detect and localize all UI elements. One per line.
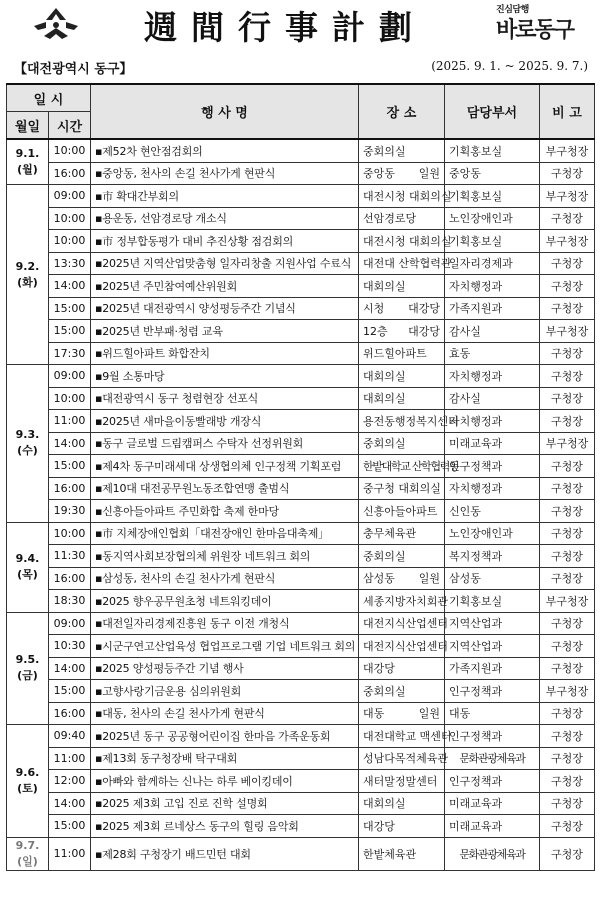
event-cell: ▪제10대 대전공무원노동조합연맹 출범식 (91, 477, 359, 500)
dept-cell: 문화관광체육과 (445, 747, 540, 770)
header-place: 장 소 (359, 84, 445, 139)
note-cell: 구청장 (540, 815, 595, 838)
place-cell: 중회의실 (359, 139, 445, 162)
place-cell: 중구청 대회의실 (359, 477, 445, 500)
dept-cell: 자치행정과 (445, 365, 540, 388)
table-row (7, 635, 595, 658)
table-row (7, 252, 595, 275)
table-row (7, 342, 595, 365)
note-cell: 구청장 (540, 365, 595, 388)
note-cell: 부구청장 (540, 139, 595, 162)
brand-slogan: 진심담행 (496, 5, 529, 15)
place-cell: 대회의실 (359, 387, 445, 410)
table-row (7, 275, 595, 298)
event-cell: ▪2025 향우공무원초청 네트워킹데이 (91, 590, 359, 613)
date-cell (7, 139, 49, 185)
event-cell: ▪위드힐아파트 화합잔치 (91, 342, 359, 365)
place-cell: 충무체육관 (359, 522, 445, 545)
note-cell: 구청장 (540, 567, 595, 590)
event-cell: ▪市 확대간부회의 (91, 185, 359, 208)
time-cell: 09:00 (49, 365, 91, 388)
dept-cell: 가족지원과 (445, 657, 540, 680)
header (0, 0, 600, 50)
note-cell: 부구청장 (540, 230, 595, 253)
time-cell: 16:00 (49, 567, 91, 590)
note-cell: 부구청장 (540, 680, 595, 703)
place-cell: 12층 대강당 (359, 320, 445, 343)
table-row (7, 139, 595, 162)
weekday-value: (일) (17, 854, 38, 868)
event-cell: ▪대전일자리경제진흥원 동구 이전 개청식 (91, 612, 359, 635)
dept-cell: 인구정책과 (445, 680, 540, 703)
time-cell: 15:00 (49, 680, 91, 703)
period-label: (2025. 9. 1. ~ 2025. 9. 7.) (431, 59, 588, 73)
region-label: 【대전광역시 동구】 (14, 62, 133, 77)
schedule-table (6, 83, 595, 871)
note-cell: 구청장 (540, 387, 595, 410)
table-row (7, 522, 595, 545)
place-cell: 한밭대학교 산학협력동 (359, 455, 445, 478)
header-event: 행 사 명 (91, 84, 359, 139)
table-row (7, 590, 595, 613)
time-cell: 14:00 (49, 792, 91, 815)
time-cell: 14:00 (49, 657, 91, 680)
time-cell: 16:00 (49, 702, 91, 725)
time-cell: 15:00 (49, 320, 91, 343)
table-row (7, 162, 595, 185)
date-value: 9.6. (15, 765, 40, 779)
brand-logo (486, 2, 586, 46)
place-cell: 신흥아들아파트 (359, 500, 445, 523)
note-cell: 구청장 (540, 545, 595, 568)
note-cell: 구청장 (540, 455, 595, 478)
dept-cell: 복지정책과 (445, 545, 540, 568)
note-cell: 구청장 (540, 342, 595, 365)
weekday-value: (화) (17, 275, 38, 289)
dept-cell: 자치행정과 (445, 275, 540, 298)
time-cell: 16:00 (49, 477, 91, 500)
note-cell: 부구청장 (540, 185, 595, 208)
dept-cell: 일자리경제과 (445, 252, 540, 275)
time-cell: 19:30 (49, 500, 91, 523)
note-cell: 부구청장 (540, 432, 595, 455)
time-cell: 11:00 (49, 747, 91, 770)
time-cell: 17:30 (49, 342, 91, 365)
place-cell: 대강당 (359, 815, 445, 838)
dept-cell: 지역산업과 (445, 635, 540, 658)
dept-cell: 감사실 (445, 387, 540, 410)
dept-cell: 인구정책과 (445, 455, 540, 478)
date-value: 9.4. (15, 552, 40, 565)
note-cell: 구청장 (540, 612, 595, 635)
place-cell: 삼성동 일원 (359, 567, 445, 590)
note-cell: 구청장 (540, 252, 595, 275)
time-cell: 09:40 (49, 725, 91, 748)
date-cell (7, 725, 49, 838)
place-cell: 시청 대강당 (359, 297, 445, 320)
dept-cell: 인구정책과 (445, 725, 540, 748)
table-row (7, 432, 595, 455)
place-cell: 용전동행정복지센터 (359, 410, 445, 433)
note-cell: 구청장 (540, 522, 595, 545)
time-cell: 15:00 (49, 815, 91, 838)
date-cell (7, 185, 49, 365)
table-row (7, 207, 595, 230)
note-cell: 구청장 (540, 770, 595, 793)
place-cell: 대강당 (359, 657, 445, 680)
table-row (7, 725, 595, 748)
dong-gu-emblem-icon (30, 6, 82, 42)
header-dept: 담당부서 (445, 84, 540, 139)
note-cell: 부구청장 (540, 320, 595, 343)
place-cell: 중회의실 (359, 545, 445, 568)
place-cell: 대전대학교 맥센터 (359, 725, 445, 748)
note-cell: 구청장 (540, 657, 595, 680)
table-row (7, 815, 595, 838)
dept-cell: 미래교육과 (445, 432, 540, 455)
place-cell: 새터말정말센터 (359, 770, 445, 793)
event-cell: ▪용운동, 선암경로당 개소식 (91, 207, 359, 230)
time-cell: 14:00 (49, 275, 91, 298)
place-cell: 중앙동 일원 (359, 162, 445, 185)
event-cell: ▪아빠와 함께하는 신나는 하루 베이킹데이 (91, 770, 359, 793)
dept-cell: 자치행정과 (445, 410, 540, 433)
time-cell: 11:30 (49, 545, 91, 568)
place-cell: 대회의실 (359, 792, 445, 815)
event-cell: ▪고향사랑기금운용 심의위원회 (91, 680, 359, 703)
event-cell: ▪2025년 지역산업맞춤형 일자리창출 지원사업 수료식 (91, 252, 359, 275)
event-cell: ▪대전광역시 동구 청렴현장 선포식 (91, 387, 359, 410)
dept-cell: 효동 (445, 342, 540, 365)
event-cell: ▪삼성동, 천사의 손길 천사가게 현판식 (91, 567, 359, 590)
dept-cell: 대동 (445, 702, 540, 725)
table-row (7, 500, 595, 523)
date-cell (7, 612, 49, 725)
event-cell: ▪2025 양성평등주간 기념 행사 (91, 657, 359, 680)
dept-cell: 신인동 (445, 500, 540, 523)
event-cell: ▪2025년 동구 공공형어린이집 한마음 가족운동회 (91, 725, 359, 748)
place-cell: 대회의실 (359, 365, 445, 388)
dept-cell: 자치행정과 (445, 477, 540, 500)
event-cell: ▪2025 제3회 고입 진로 진학 설명회 (91, 792, 359, 815)
event-cell: ▪市 정부합동평가 대비 추진상황 점검회의 (91, 230, 359, 253)
note-cell: 구청장 (540, 635, 595, 658)
note-cell: 구청장 (540, 477, 595, 500)
dept-cell: 노인장애인과 (445, 522, 540, 545)
time-cell: 13:30 (49, 252, 91, 275)
event-cell: ▪제13회 동구청장배 탁구대회 (91, 747, 359, 770)
date-value: 9.2. (15, 259, 40, 273)
place-cell: 대전지식산업센터 (359, 635, 445, 658)
event-cell: ▪2025 제3회 르네상스 동구의 힐링 음악회 (91, 815, 359, 838)
time-cell: 10:30 (49, 635, 91, 658)
weekday-value: (토) (17, 781, 38, 795)
note-cell: 구청장 (540, 207, 595, 230)
table-row (7, 545, 595, 568)
time-cell: 10:00 (49, 139, 91, 162)
brand-name: 바로동구 (496, 18, 574, 43)
table-row (7, 365, 595, 388)
place-cell: 대전시청 대회의실 (359, 185, 445, 208)
date-cell (7, 837, 49, 870)
note-cell: 구청장 (540, 297, 595, 320)
table-row (7, 680, 595, 703)
place-cell: 선암경로당 (359, 207, 445, 230)
place-cell: 대회의실 (359, 275, 445, 298)
dept-cell: 미래교육과 (445, 792, 540, 815)
place-cell: 중회의실 (359, 432, 445, 455)
time-cell: 12:00 (49, 770, 91, 793)
page-title: 週間行事計劃 (144, 8, 426, 47)
header-date: 월일 (7, 112, 49, 140)
event-cell: ▪제52차 현안점검회의 (91, 139, 359, 162)
note-cell: 구청장 (540, 725, 595, 748)
dept-cell: 삼성동 (445, 567, 540, 590)
event-cell: ▪제28회 구청장기 배드민턴 대회 (91, 837, 359, 870)
event-cell: ▪동구 글로벌 드림캠퍼스 수탁자 선정위원회 (91, 432, 359, 455)
event-cell: ▪2025년 주민참여예산위원회 (91, 275, 359, 298)
place-cell: 대전지식산업센터 (359, 612, 445, 635)
schedule-body (7, 139, 595, 870)
time-cell: 11:00 (49, 410, 91, 433)
table-row (7, 410, 595, 433)
place-cell: 세종지방자치회관 (359, 590, 445, 613)
dept-cell: 노인장애인과 (445, 207, 540, 230)
table-row (7, 387, 595, 410)
table-row (7, 612, 595, 635)
event-cell: ▪2025년 대전광역시 양성평등주간 기념식 (91, 297, 359, 320)
time-cell: 16:00 (49, 162, 91, 185)
event-cell: ▪동지역사회보장협의체 위원장 네트워크 회의 (91, 545, 359, 568)
place-cell: 중회의실 (359, 680, 445, 703)
dept-cell: 지역산업과 (445, 612, 540, 635)
time-cell: 15:00 (49, 455, 91, 478)
time-cell: 09:00 (49, 185, 91, 208)
dept-cell: 인구정책과 (445, 770, 540, 793)
date-cell (7, 522, 49, 612)
table-row (7, 747, 595, 770)
header-date-group: 일 시 (7, 84, 91, 112)
note-cell: 구청장 (540, 410, 595, 433)
time-cell: 10:00 (49, 230, 91, 253)
note-cell: 구청장 (540, 837, 595, 870)
table-row (7, 837, 595, 870)
note-cell: 구청장 (540, 275, 595, 298)
note-cell: 구청장 (540, 702, 595, 725)
dept-cell: 기획홍보실 (445, 185, 540, 208)
event-cell: ▪대동, 천사의 손길 천사가게 현판식 (91, 702, 359, 725)
time-cell: 09:00 (49, 612, 91, 635)
place-cell: 한밭체육관 (359, 837, 445, 870)
time-cell: 15:00 (49, 297, 91, 320)
time-cell: 18:30 (49, 590, 91, 613)
dept-cell: 문화관광체육과 (445, 837, 540, 870)
date-value: 9.7. (15, 838, 40, 852)
header-note: 비 고 (540, 84, 595, 139)
table-row (7, 477, 595, 500)
dept-cell: 기획홍보실 (445, 590, 540, 613)
event-cell: ▪시군구연고산업육성 협업프로그램 기업 네트워크 회의 (91, 635, 359, 658)
place-cell: 위드힐아파트 (359, 342, 445, 365)
event-cell: ▪신흥아들아파트 주민화합 축제 한마당 (91, 500, 359, 523)
dept-cell: 기획홍보실 (445, 230, 540, 253)
dept-cell: 기획홍보실 (445, 139, 540, 162)
table-row (7, 230, 595, 253)
table-row (7, 297, 595, 320)
dept-cell: 중앙동 (445, 162, 540, 185)
header-time: 시간 (49, 112, 91, 140)
place-cell: 대전대 산학협력관 (359, 252, 445, 275)
dept-cell: 감사실 (445, 320, 540, 343)
time-cell: 10:00 (49, 387, 91, 410)
note-cell: 구청장 (540, 747, 595, 770)
event-cell: ▪9월 소통마당 (91, 365, 359, 388)
table-row (7, 185, 595, 208)
event-cell: ▪2025년 반부패·청렴 교육 (91, 320, 359, 343)
time-cell: 10:00 (49, 522, 91, 545)
note-cell: 구청장 (540, 500, 595, 523)
dept-cell: 미래교육과 (445, 815, 540, 838)
note-cell: 구청장 (540, 792, 595, 815)
date-cell (7, 365, 49, 523)
note-cell: 구청장 (540, 162, 595, 185)
place-cell: 대전시청 대회의실 (359, 230, 445, 253)
time-cell: 11:00 (49, 837, 91, 870)
time-cell: 10:00 (49, 207, 91, 230)
weekday-value: (월) (17, 163, 38, 176)
table-row (7, 770, 595, 793)
event-cell: ▪市 지체장애인협회「대전장애인 한마음대축제」 (91, 522, 359, 545)
event-cell: ▪제4차 동구미래세대 상생협의체 인구정책 기획포럼 (91, 455, 359, 478)
weekday-value: (금) (17, 669, 38, 683)
table-row (7, 567, 595, 590)
event-cell: ▪중앙동, 천사의 손길 천사가게 현판식 (91, 162, 359, 185)
table-row (7, 657, 595, 680)
table-row (7, 455, 595, 478)
place-cell: 대동 일원 (359, 702, 445, 725)
table-row (7, 320, 595, 343)
place-cell: 성남다목적체육관 (359, 747, 445, 770)
weekday-value: (목) (17, 568, 38, 581)
date-value: 9.3. (15, 428, 40, 442)
subheader (8, 58, 592, 78)
table-row (7, 792, 595, 815)
event-cell: ▪2025년 새마을이동빨래방 개장식 (91, 410, 359, 433)
time-cell: 14:00 (49, 432, 91, 455)
table-row (7, 702, 595, 725)
note-cell: 부구청장 (540, 590, 595, 613)
date-value: 9.5. (15, 653, 40, 667)
dept-cell: 가족지원과 (445, 297, 540, 320)
weekday-value: (수) (17, 444, 38, 458)
date-value: 9.1. (15, 147, 40, 160)
